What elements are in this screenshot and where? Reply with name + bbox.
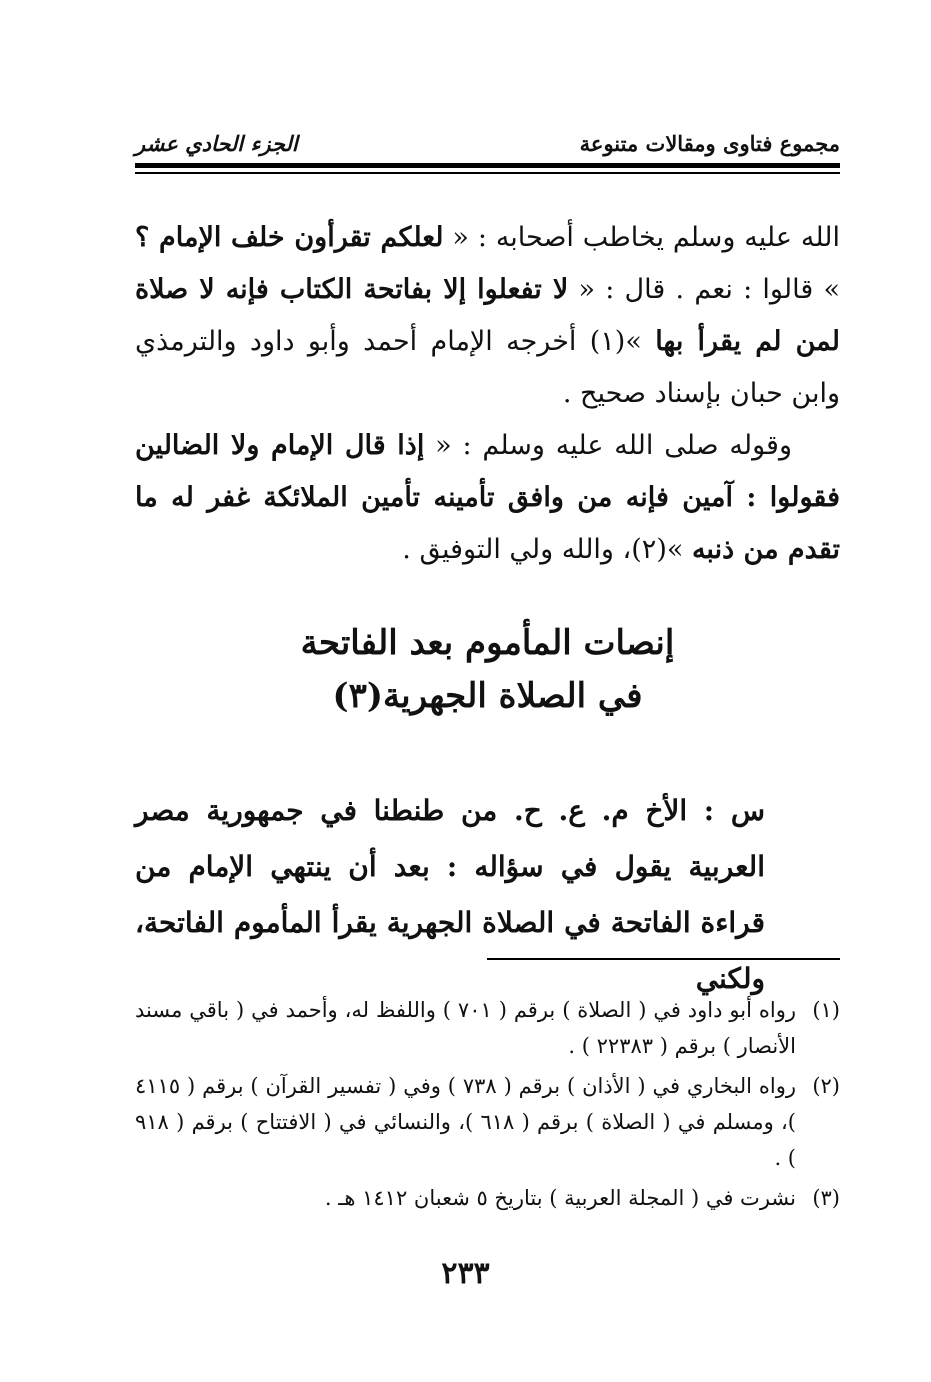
paragraph-2 (135, 420, 840, 576)
section-heading-line-2: في الصلاة الجهرية(٣) (332, 676, 643, 716)
header-rule-thick (135, 163, 840, 168)
footnote-item (135, 992, 840, 1064)
footnote-text: رواه البخاري في ( الأذان ) برقم ( ٧٣٨ ) وفي ( تفسير القرآن ) برقم ( ٤١١٥ )، ومسلم في ( الصلاة ) برقم ( ٦١٨ )، والنسائي في ( الافتتاح ) برقم ( ٩١٨ ) . (135, 1074, 796, 1170)
question-text: س : الأخ م. ع. ح. من طنطنا في جمهورية مصر العربية يقول في سؤاله : بعد أن ينتهي الإمام من قراءة الفاتحة في الصلاة الجهرية يقرأ المأموم الفاتحة، ولكني (135, 794, 765, 995)
footnote-number: (١) (812, 998, 840, 1022)
footnote-item (135, 1180, 840, 1216)
footnotes (135, 992, 840, 1220)
paragraph-text: الله عليه وسلم يخاطب أصحابه : « (443, 222, 840, 253)
paragraph-text: وقوله صلى الله عليه وسلم : « (424, 430, 792, 461)
footnote-item (135, 1068, 840, 1176)
footnote-text: نشرت في ( المجلة العربية ) بتاريخ ٥ شعبان ١٤١٢ هـ . (324, 1186, 796, 1210)
volume-label: الجزء الحادي عشر (135, 130, 298, 156)
section-heading-line-1: إنصات المأموم بعد الفاتحة (300, 623, 675, 663)
hadith-quote: لعلكم تقرأون خلف الإمام ؟ (135, 222, 444, 253)
page-number: ٢٣٣ (441, 1256, 490, 1291)
hadith-quote: لا تفعلوا إلا بفاتحة الكتاب فإنه لا صلاة لمن لم يقرأ بها (135, 274, 841, 357)
footnote-number: (٣) (812, 1186, 840, 1210)
hadith-quote: إذا قال الإمام ولا الضالين فقولوا : آمين فإنه من وافق تأمينه تأمين الملائكة غفر له ما تقدم من ذنبه (135, 430, 840, 565)
paragraph-1 (135, 212, 840, 420)
paragraph-text: »(١) أخرجه الإمام أحمد وأبو داود والترمذي وابن حبان بإسناد صحيح . (135, 326, 840, 409)
header-rule-thin (135, 172, 840, 174)
footnote-text: رواه أبو داود في ( الصلاة ) برقم ( ٧٠١ ) واللفظ له، وأحمد في ( باقي مسند الأنصار ) برقم ( ٢٢٣٨٣ ) . (135, 998, 796, 1058)
footnote-number: (٢) (812, 1074, 840, 1098)
footnote-separator (487, 958, 840, 960)
paragraph-text: » قالوا : نعم . قال : « (568, 274, 840, 305)
book-title: مجموع فتاوى ومقالات متنوعة (579, 130, 840, 156)
running-header (135, 128, 840, 158)
paragraph-text: »(٢)، والله ولي التوفيق . (402, 534, 692, 565)
